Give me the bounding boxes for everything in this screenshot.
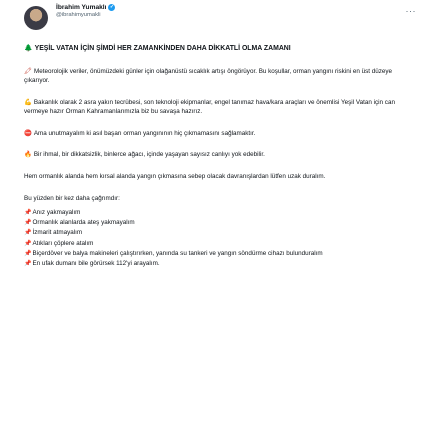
evergreen-tree-icon: 🌲 (24, 45, 33, 52)
post-title (24, 44, 404, 55)
pushpin-icon: 📌 (24, 251, 32, 258)
no-entry-icon: ⛔ (24, 129, 32, 137)
post-title-text: YEŞİL VATAN İÇİN ŞİMDİ HER ZAMANKİNDEN DAHA DİKKATLİ OLMA ZAMANI (34, 45, 291, 52)
paragraph-prevention (24, 129, 404, 138)
pushpin-icon: 📌 (24, 240, 32, 247)
paragraph-appeal (24, 172, 404, 181)
more-options-icon[interactable]: ··· (405, 6, 416, 16)
paragraph-text: Meteorolojik veriler, önümüzdeki günler için olağanüstü sıcaklık artışı öngörüyor. Bu koşullar, orman yangını riskini en üst düzeye çıkarıyor. (24, 67, 393, 84)
post-header (24, 4, 420, 32)
list-item: 📌Ormanlık alanlarda ateş yakmayalım (24, 218, 404, 228)
author-info (56, 4, 115, 19)
pen-icon: 🖍 (24, 67, 32, 75)
fire-icon: 🔥 (24, 151, 32, 159)
list-item: 📌En ufak dumanı bile görürsek 112'yi arayalım. (24, 259, 404, 269)
author-handle[interactable]: @ibrahimyumakli (56, 12, 101, 19)
list-item: 📌Atıkları çöplere atalım (24, 239, 404, 249)
author-name-row (56, 4, 115, 11)
list-item: 📌Biçerdöver ve balya makineleri çalıştırırken, yanında su tankeri ve yangın söndürme cihazı bulunduralım (24, 249, 404, 259)
list-item: 📌İzmarit atmayalım (24, 228, 404, 238)
list-item: 📌Anız yakmayalım (24, 208, 404, 218)
paragraph-forecast (24, 67, 404, 86)
list-intro: Bu yüzden bir kez daha çağrımdır: (24, 195, 120, 203)
paragraph-text: Hem ormanlık alanda hem kırsal alanda yangın çıkmasına sebep olacak davranışlardan lütfen uzak duralım. (24, 173, 326, 181)
author-name[interactable]: İbrahim Yumaklı (56, 4, 107, 11)
paragraph-negligence (24, 150, 404, 159)
paragraph-text: Bir ihmal, bir dikkatsizlik, binlerce ağacı, içinde yaşayan sayısız canlıyı yok edebilir. (33, 151, 265, 159)
pushpin-icon: 📌 (24, 261, 32, 268)
call-list (24, 208, 404, 270)
pushpin-icon: 📌 (24, 230, 32, 237)
avatar[interactable] (24, 6, 48, 30)
pushpin-icon: 📌 (24, 220, 32, 227)
paragraph-ministry (24, 98, 404, 117)
verified-badge-icon: ✓ (109, 3, 115, 10)
flexed-biceps-icon: 💪 (24, 98, 32, 106)
pushpin-icon: 📌 (24, 209, 32, 216)
paragraph-text: Bakanlık olarak 2 asra yakın tecrübesi, son teknoloji ekipmanlar, engel tanımaz hava/kara araçları ve önemlisi Yeşil Vatan için can vermeye hazır Orman Kahramanlarımızla biz bu savaşa hazırız. (24, 98, 395, 115)
post-body (24, 44, 420, 270)
paragraph-text: Ama unutmayalım ki asıl başarı orman yangınının hiç çıkmamasını sağlamaktır. (33, 129, 256, 137)
